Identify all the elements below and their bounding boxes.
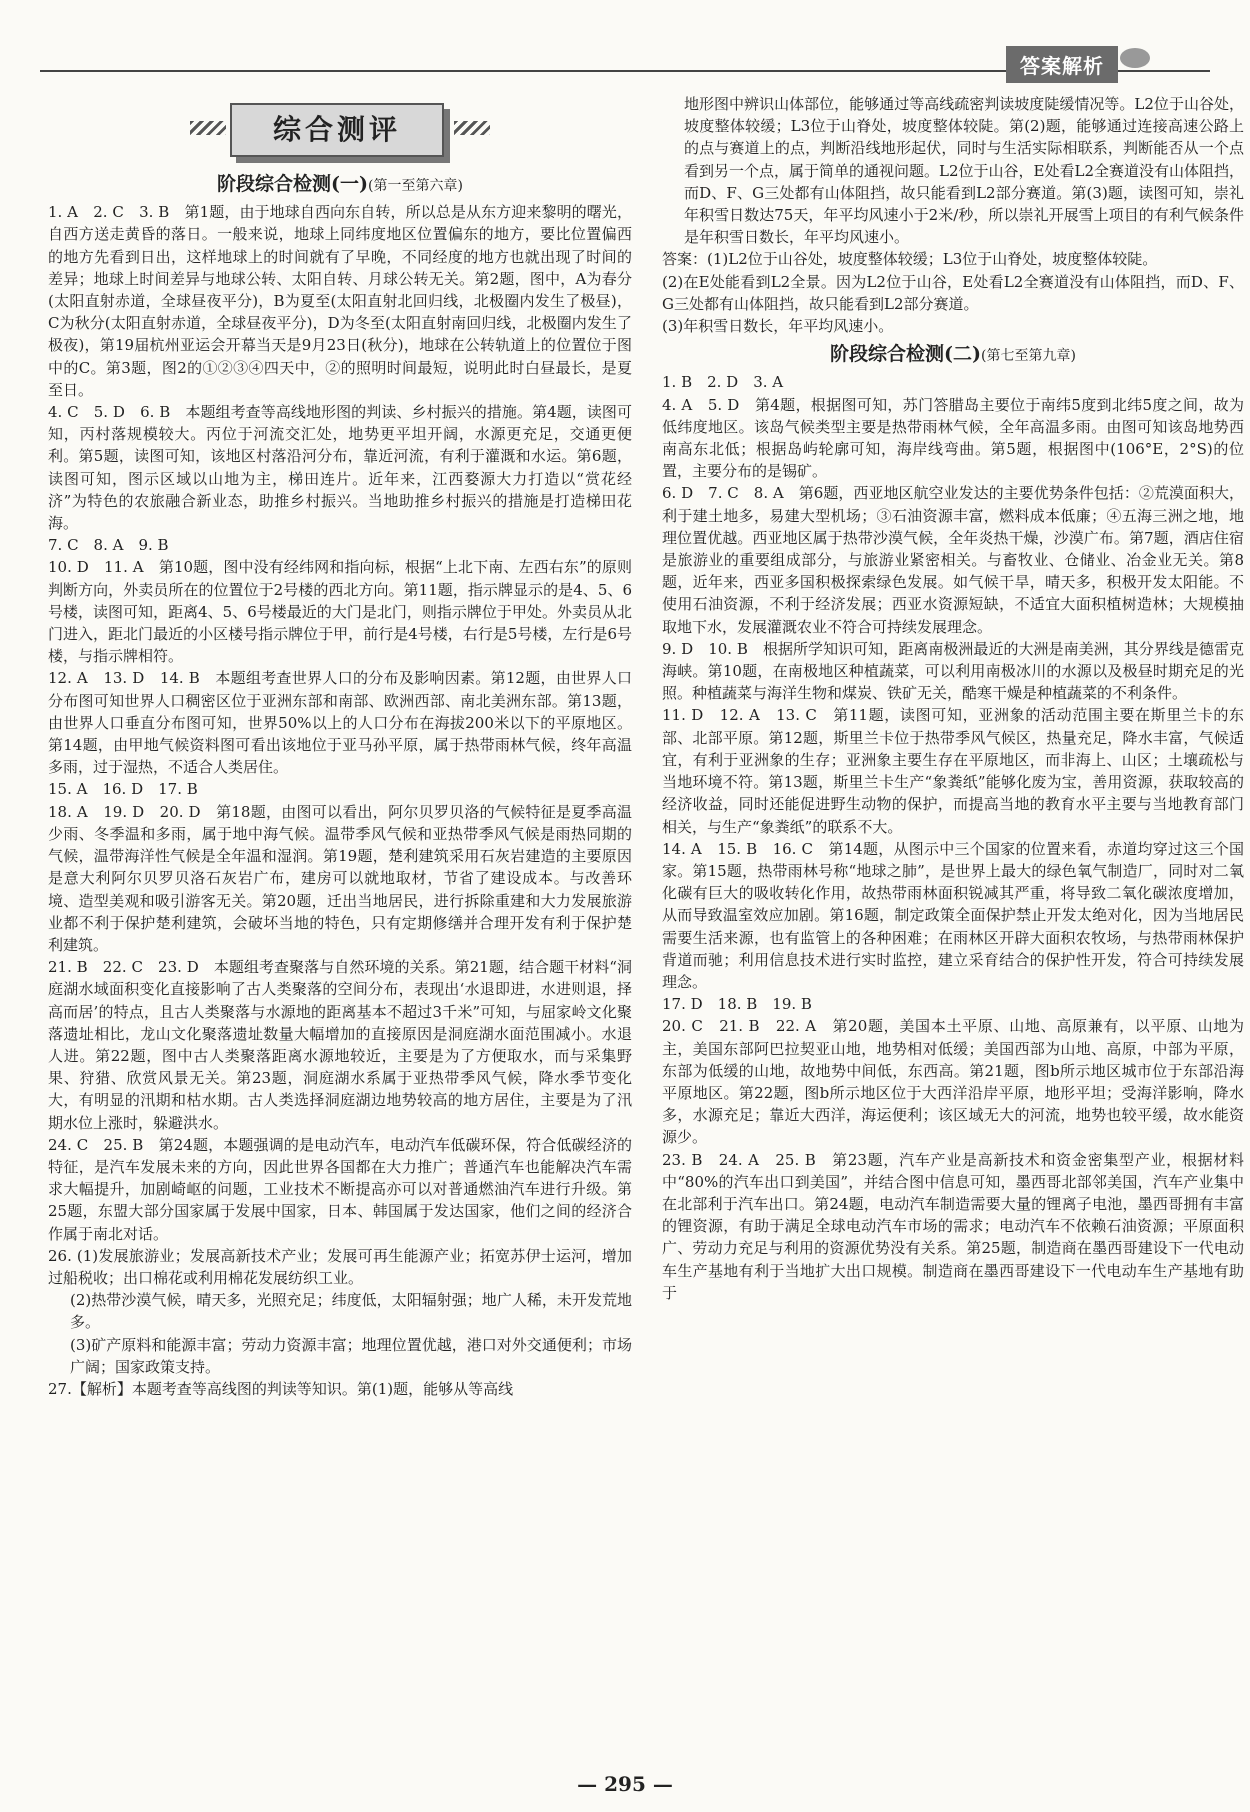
answer-paragraph: 地形图中辨识山体部位，能够通过等高线疏密判读坡度陡缓情况等。L2位于山谷处，坡度整体较缓；L3位于山脊处，坡度整体较陡。第(2)题，能够通过连接高速公路上的点与赛道上的点，判断沿线地形起伏，同时与生活实际相联系，判断能否从一个点看到另一个点，属于简单的通视问题。L2位于山谷，E处看L2全赛道没有山体阻挡，而D、F、G三处都有山体阻挡，故只能看到L2部分赛道。第(3)题，读图可知，崇礼年积雪日数达75天，年平均风速小于2米/秒，所以崇礼开展雪上项目的有利气候条件是年积雪日数长，年平均风速小。 bbox=[684, 95, 1244, 247]
answer-paragraph: 14. A 15. B 16. C 第14题，从图示中三个国家的位置来看，赤道均穿过这三个国家。第15题，热带雨林号称“地球之肺”，是世界上最大的绿色氧气制造厂，同时对二氧化碳有巨大的吸收转化作用，故热带雨林面积锐减其严重，将导致二氧化碳浓度增加，从而导致温室效应加剧。第16题，制定政策全面保护禁止开发太绝对化，因为当地居民需要生活来源，也有监管上的各种困难；在雨林区开辟大面积农牧场，与热带雨林保护背道而驰；利用信息技术进行实时监控，建立采育结合的保护性开发，符合可持续发展理念。 bbox=[662, 839, 1244, 991]
right-column bbox=[662, 93, 1244, 1304]
answer-paragraph: 4. A 5. D 第4题，根据图可知，苏门答腊岛主要位于南纬5度到北纬5度之间，故为低纬度地区。该岛气候类型主要是热带雨林气候，全年高温多雨。由图可知该岛地势西南高东北低；根据岛屿轮廓可知，海岸线弯曲。第5题，根据图中(106°E，2°S)的位置，主要分布的是锡矿。 bbox=[662, 395, 1244, 481]
section-banner bbox=[190, 103, 490, 161]
section-title-2 bbox=[662, 343, 1244, 367]
answer-paragraph: 10. D 11. A 第10题，图中没有经纬网和指向标，根据“上北下南、左西右东”的原则判断方向，外卖员所在的位置位于2号楼的西北方向。第11题，指示牌显示的是4、5、6号楼，读图可知，距离4、5、6号楼最近的大门是北门，则指示牌位于甲处。外卖员从北门进入，距北门最近的小区楼号指示牌位于甲，前行是4号楼，右行是5号楼，左行是6号楼，与指示牌相符。 bbox=[48, 558, 632, 666]
answer-paragraph: 17. D 18. B 19. B bbox=[662, 995, 812, 1014]
page-number: — 295 — bbox=[577, 1772, 673, 1796]
section-title-1 bbox=[48, 173, 632, 197]
answer-paragraph: 27.【解析】本题考查等高线图的判读等知识。第(1)题，能够从等高线 bbox=[48, 1379, 514, 1398]
answer-paragraph: 20. C 21. B 22. A 第20题，美国本土平原、山地、高原兼有，以平原、山地为主，美国东部阿巴拉契亚山地，地势相对低缓；美国西部为山地、高原，中部为平原，东部为低缓的山地，故地势中间低，东西高。第21题，图b所示地区城市位于东部沿海平原地区。第22题，图b所示地区位于大西洋沿岸平原，地形平坦；受海洋影响，降水多，水源充足；靠近大西洋，海运便利；该区域无大的河流，地势也较平缓，故水能资源少。 bbox=[662, 1017, 1244, 1147]
answer-paragraph: 15. A 16. D 17. B bbox=[48, 780, 198, 799]
answer-paragraph: (3)矿产原料和能源丰富；劳动力资源丰富；地理位置优越，港口对外交通便利；市场广阔；国家政策支持。 bbox=[70, 1335, 632, 1376]
answer-paragraph: 9. D 10. B 根据所学知识可知，距离南极洲最近的大洲是南美洲，其分界线是德雷克海峡。第10题，在南极地区种植蔬菜，可以利用南极冰川的水源以及极昼时期充足的光照。种植蔬菜与海洋生物和煤炭、铁矿无关，酷寒干燥是种植蔬菜的不利条件。 bbox=[662, 639, 1244, 703]
answer-paragraph: (2)在E处能看到L2全景。因为L2位于山谷，E处看L2全赛道没有山体阻挡，而D、F、G三处都有山体阻挡，故只能看到L2部分赛道。 bbox=[662, 272, 1244, 313]
answer-paragraph: 23. B 24. A 25. B 第23题，汽车产业是高新技术和资金密集型产业，根据材料中“80%的汽车出口到美国”，并结合图中信息可知，墨西哥北部邻美国，汽车产业集中在北部利于汽车出口。第24题，电动汽车制造需要大量的锂离子电池，墨西哥拥有丰富的锂资源，有助于满足全球电动汽车市场的需求；电动汽车不依赖石油资源；平原面积广、劳动力充足与利用的资源优势没有关系。第25题，制造商在墨西哥建设下一代电动车生产基地有利于当地扩大出口规模。制造商在墨西哥建设下一代电动车生产基地有助于 bbox=[662, 1150, 1244, 1302]
answer-paragraph: 24. C 25. B 第24题，本题强调的是电动汽车，电动汽车低碳环保，符合低碳经济的特征，是汽车发展未来的方向，因此世界各国都在大力推广；普通汽车也能解决汽车需求大幅提升，加剧崎岖的问题，工业技术不断提高亦可以对普通燃油汽车进行升级。第25题，东盟大部分国家属于发展中国家，日本、韩国属于发达国家，他们之间的经济合作属于南北对话。 bbox=[48, 1135, 632, 1243]
banner-title: 综合测评 bbox=[230, 103, 444, 157]
answer-paragraph: (2)热带沙漠气候，晴天多，光照充足；纬度低，太阳辐射强；地广人稀，未开发荒地多。 bbox=[70, 1291, 632, 1332]
answer-paragraph: 26. (1)发展旅游业；发展高新技术产业；发展可再生能源产业；拓宽苏伊士运河，增加过船税收；出口棉花或利用棉花发展纺织工业。 bbox=[48, 1246, 632, 1287]
page-header bbox=[40, 38, 1210, 78]
answer-paragraph: (3)年积雪日数长，年平均风速小。 bbox=[662, 317, 894, 336]
left-column bbox=[48, 95, 632, 1400]
answer-paragraph: 18. A 19. D 20. D 第18题，由图可以看出，阿尔贝罗贝洛的气候特征是夏季高温少雨、冬季温和多雨，属于地中海气候。温带季风气候和亚热带季风气候是雨热同期的气候，温带海洋性气候是全年温和湿润。第19题，楚利建筑采用石灰岩建造的主要原因是意大利阿尔贝罗贝洛石灰岩广布，建房可以就地取材，节省了建设成本。与改善环境、造型美观和吸引游客无关。第20题，迁出当地居民，进行拆除重建和大力发展旅游业都不利于保护楚利建筑，会破坏当地的特色，只有定期修缮并合理开发有利于保护楚利建筑。 bbox=[48, 802, 632, 954]
banner-stripes-left bbox=[190, 121, 226, 135]
banner-stripes-right bbox=[454, 121, 490, 135]
answer-paragraph: 答案：(1)L2位于山谷处，坡度整体较缓；L3位于山脊处，坡度整体较陡。 bbox=[662, 250, 1158, 269]
section-subtitle: (第一至第六章) bbox=[368, 178, 463, 194]
logo-icon bbox=[1120, 48, 1150, 68]
section-title-text: 阶段综合检测(一) bbox=[217, 173, 369, 195]
section-subtitle: (第七至第九章) bbox=[981, 348, 1076, 365]
section-title-text: 阶段综合检测(二) bbox=[830, 343, 982, 366]
answer-paragraph: 7. C 8. A 9. B bbox=[48, 536, 169, 555]
answer-paragraph: 4. C 5. D 6. B 本题组考查等高线地形图的判读、乡村振兴的措施。第4题，读图可知，丙村落规模较大。丙位于河流交汇处，地势更平坦开阔，水源更充足，交通更便利。第5题，读图可知，该地区村落沿河分布，靠近河流，有利于灌溉和水运。第6题，读图可知，图示区域以山地为主，梯田连片。近年来，江西婺源大力打造以“赏花经济”为特色的农旅融合新业态，助推乡村振兴。当地助推乡村振兴的措施是打造梯田花海。 bbox=[48, 403, 632, 533]
answer-paragraph: 11. D 12. A 13. C 第11题，读图可知，亚洲象的活动范围主要在斯里兰卡的东部、北部平原。第12题，斯里兰卡位于热带季风气候区，热量充足，降水丰富，气候适宜，有利于亚洲象的生存；亚洲象主要生存在平原地区，而非海上、山区；土壤疏松与当地环境不符。第13题，斯里兰卡生产“象粪纸”能够化废为宝，善用资源，获取较高的经济收益，同时还能促进野生动物的保护，而提高当地的教育水平主要与当地教育部门相关，与生产“象粪纸”的联系不大。 bbox=[662, 706, 1244, 836]
answer-paragraph: 6. D 7. C 8. A 第6题，西亚地区航空业发达的主要优势条件包括：②荒漠面积大，利于建土地多，易建大型机场；③石油资源丰富，燃料成本低廉；④五海三洲之地，地理位置优越。西亚地区属于热带沙漠气候，全年炎热干燥，沙漠广布。第7题，酒店住宿是旅游业的重要组成部分，与旅游业紧密相关。与畜牧业、仓储业、冶金业无关。第8题，近年来，西亚多国积极探索绿色发展。如气候干旱，晴天多，积极开发太阳能。不使用石油资源，不利于经济发展；西亚水资源短缺，不适宜大面积植树造林；大规模抽取地下水，发展灌溉农业不符合可持续发展理念。 bbox=[662, 484, 1244, 636]
answer-paragraph: 12. A 13. D 14. B 本题组考查世界人口的分布及影响因素。第12题，由世界人口分布图可知世界人口稠密区位于亚洲东部和南部、欧洲西部、南北美洲东部。第13题，由世界人口垂直分布图可知，世界50%以上的人口分布在海拔200米以下的平原地区。第14题，由甲地气候资料图可看出该地位于亚马孙平原，属于热带雨林气候，终年高温多雨，过于湿热，不适合人类居住。 bbox=[48, 669, 632, 777]
answer-paragraph: 21. B 22. C 23. D 本题组考查聚落与自然环境的关系。第21题，结合题干材料“洞庭湖水域面积变化直接影响了古人类聚落的空间分布，表现出‘水退即进，水进则退，择高而居’的特点，且古人类聚落与水源地的距离基本不超过3千米”可知，与屈家岭文化聚落遗址相比，龙山文化聚落遗址数量大幅增加的直接原因是洞庭湖水面范围减小。水退人进。第22题，图中古人类聚落距离水源地较近，主要是为了方便取水，而与采集野果、狩猎、欣赏风景无关。第23题，洞庭湖水系属于亚热带季风气候，降水季节变化大，有明显的汛期和枯水期。古人类选择洞庭湖边地势较高的地方居住，主要是为了汛期水位上涨时，躲避洪水。 bbox=[48, 958, 632, 1132]
header-tag: 答案解析 bbox=[1006, 46, 1118, 83]
answer-paragraph: 1. B 2. D 3. A bbox=[662, 373, 784, 392]
answer-paragraph: 1. A 2. C 3. B 第1题，由于地球自西向东自转，所以总是从东方迎来黎明的曙光，自西方送走黄昏的落日。一般来说，地球上同纬度地区位置偏东的地方，要比位置偏西的地方先看到日出，这样地球上的时间就有了早晚，不同经度的地方也就出现了时间的差异；地球上时间差异与地球公转、太阳自转、月球公转无关。第2题，图中，A为春分(太阳直射赤道，全球昼夜平分)，B为夏至(太阳直射北回归线，北极圈内发生了极昼)，C为秋分(太阳直射赤道，全球昼夜平分)，D为冬至(太阳直射南回归线，北极圈内发生了极夜)，第19届杭州亚运会开幕当天是9月23日(秋分)，地球在公转轨道上的位置位于图中的C。第3题，图2的①②③④四天中，②的照明时间最短，说明此时白昼最长，是夏至日。 bbox=[48, 203, 632, 399]
